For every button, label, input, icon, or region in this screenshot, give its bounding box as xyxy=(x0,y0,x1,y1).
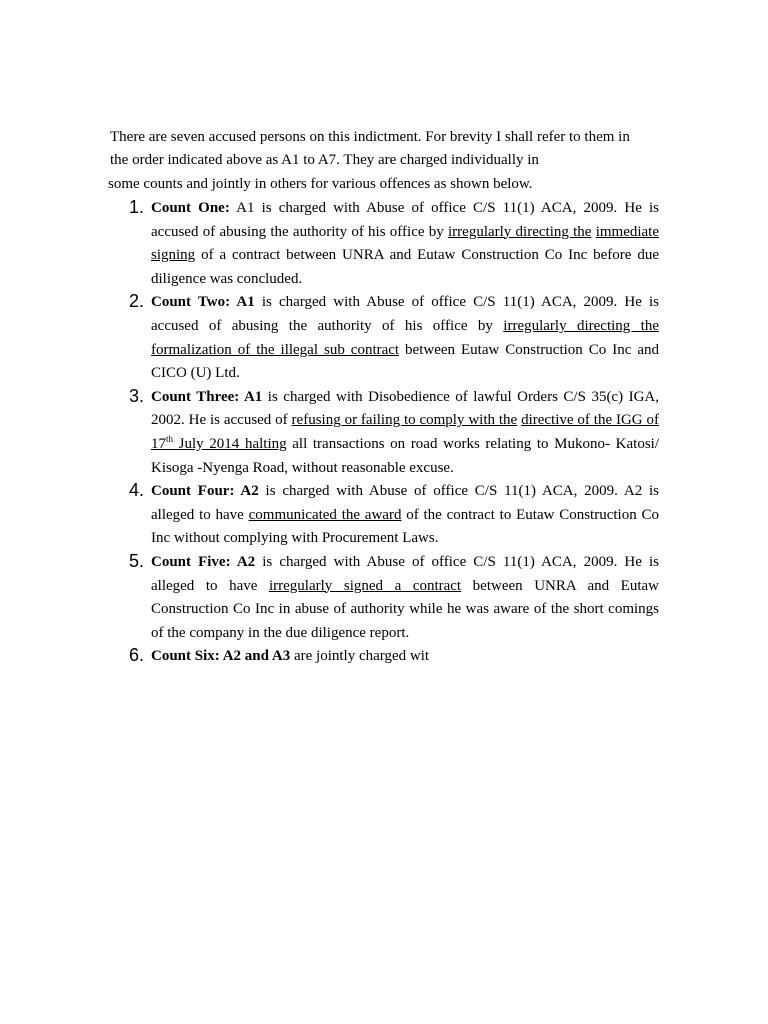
ordinal-superscript: th xyxy=(166,433,174,444)
count-underlined-text: immediate signing xyxy=(151,223,659,264)
intro-line-1: There are seven accused persons on this indictment. For brevity I shall refer to them in xyxy=(110,129,630,145)
count-number: 1. xyxy=(129,197,145,217)
count-item-2 xyxy=(129,291,660,385)
count-heading: Count Three: A1 xyxy=(151,388,263,405)
count-underlined-text: irregularly directing the formalization of the illegal sub contract xyxy=(151,317,659,358)
count-text: A1 is charged with Abuse of office C/S 11(1) ACA, 2009. He is accused of abusing the authority of his office by xyxy=(151,200,659,240)
count-text: are jointly charged wit xyxy=(290,648,430,665)
count-heading: Count Four: A2 xyxy=(151,483,259,500)
count-text: is charged with Disobedience of lawful Orders C/S 35(c) IGA, 2002. He is accused of xyxy=(151,388,659,429)
count-item-4 xyxy=(129,480,659,551)
count-text: is charged with Abuse of office C/S 11(1) ACA, 2009. A2 is alleged to have xyxy=(151,483,659,523)
count-heading: Count Five: A2 xyxy=(151,553,256,570)
counts-list xyxy=(129,197,660,669)
count-item-6 xyxy=(129,645,659,669)
intro-line-3: some counts and jointly in others for various offences as shown below. xyxy=(108,176,533,192)
intro-line-2: the order indicated above as A1 to A7. They are charged individually in xyxy=(110,152,539,168)
count-text: is charged with Abuse of office C/S 11(1) ACA, 2009. He is accused of abusing the authority of his office by xyxy=(151,294,660,334)
count-item-5 xyxy=(129,550,660,645)
count-underlined-text: irregularly directing the xyxy=(448,223,592,240)
count-item-3 xyxy=(129,385,659,480)
count-text: all transactions on road works relating to Mukono- Katosi/ Kisoga -Nyenga Road, without reasonable excuse. xyxy=(151,435,659,476)
count-heading: Count One: xyxy=(151,200,230,216)
count-text: of the contract to Eutaw Construction Co Inc without complying with Procurement Laws. xyxy=(151,506,659,547)
count-underlined-part: directive of the IGG of 17 xyxy=(151,412,659,452)
count-number: 2. xyxy=(129,291,145,312)
count-item-1 xyxy=(129,197,659,291)
count-heading: Count Six: A2 and A3 xyxy=(151,648,291,665)
count-number: 3. xyxy=(129,385,145,406)
count-underlined-text: refusing or failing to comply with the xyxy=(291,412,518,429)
count-text: of a contract between UNRA and Eutaw Construction Co Inc before due diligence was concluded. xyxy=(151,247,659,287)
count-underlined-part: July 2014 halting xyxy=(173,435,287,452)
count-text: is charged with Abuse of office C/S 11(1) ACA, 2009. He is alleged to have xyxy=(151,553,660,594)
count-heading: Count Two: A1 xyxy=(151,294,255,311)
count-number: 5. xyxy=(129,550,145,571)
count-text: between UNRA and Eutaw Construction Co Inc in abuse of authority while he was aware of the short comings of the company in the due diligence report. xyxy=(151,577,659,641)
count-text: between Eutaw Construction Co Inc and CICO (U) Ltd. xyxy=(151,341,660,382)
count-underlined-text: irregularly signed a contract xyxy=(268,577,462,594)
count-number: 4. xyxy=(129,480,145,501)
count-underlined-text: communicated the award xyxy=(248,506,402,523)
count-number: 6. xyxy=(129,645,145,666)
